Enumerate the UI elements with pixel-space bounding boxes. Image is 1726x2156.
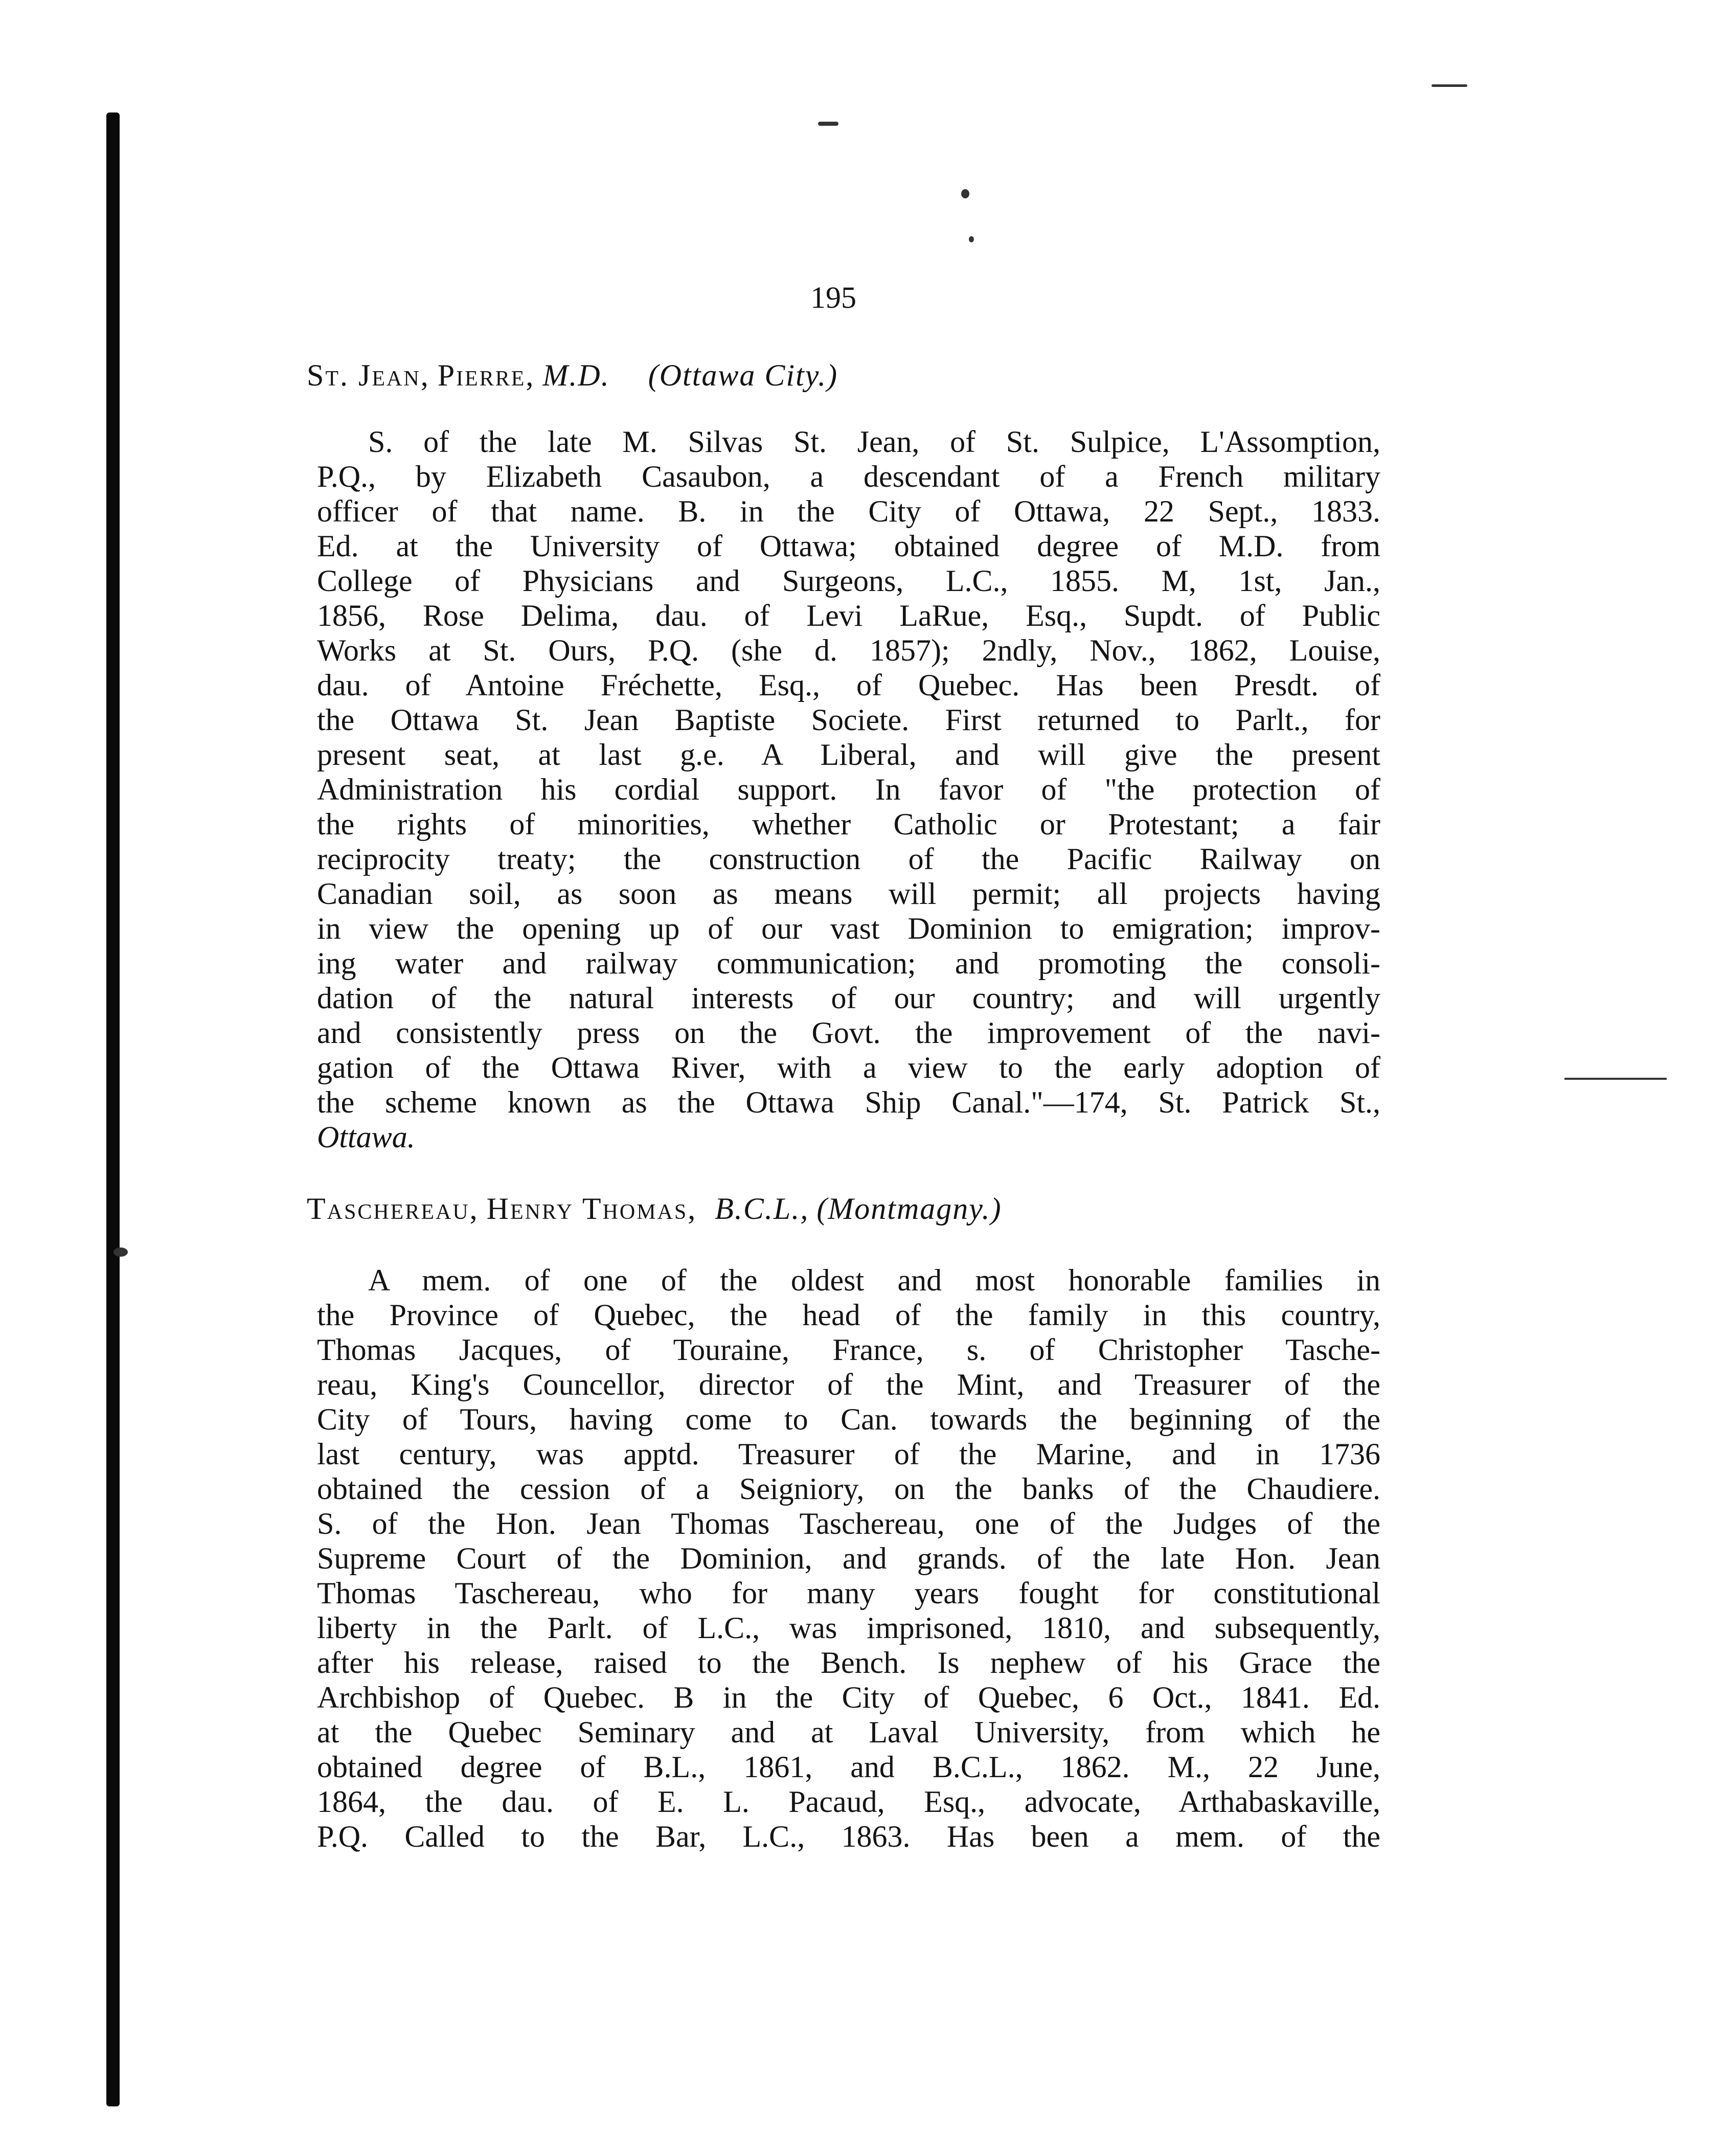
binding-edge-line: [106, 112, 120, 2106]
text-line: Canadian soil, as soon as means will permit; all projects having: [317, 877, 1380, 911]
ink-speck: [818, 122, 838, 126]
text-line: after his release, raised to the Bench. Is nephew of his Grace the: [317, 1646, 1380, 1680]
text-line: College of Physicians and Surgeons, L.C., 1855. M, 1st, Jan.,: [317, 564, 1380, 598]
text-line: obtained degree of B.L., 1861, and B.C.L., 1862. M., 22 June,: [317, 1750, 1380, 1784]
text-line: A mem. of one of the oldest and most honorable families in: [368, 1263, 1380, 1297]
text-line: the Ottawa St. Jean Baptiste Societe. First returned to Parlt., for: [317, 703, 1380, 737]
text-line: obtained the cession of a Seigniory, on the banks of the Chaudiere.: [317, 1472, 1380, 1506]
page-number: 195: [810, 281, 856, 314]
entry-constituency: (Montmagny.): [816, 1192, 1002, 1225]
text-line: in view the opening up of our vast Dominion to emigration; improv-: [317, 912, 1380, 945]
ink-speck: [1432, 84, 1467, 87]
entry-body: [317, 1263, 1380, 1854]
text-line: Thomas Taschereau, who for many years fought for constitutional: [317, 1576, 1380, 1610]
entry-degree: B.C.L.,: [715, 1192, 809, 1225]
text-line: 1864, the dau. of E. L. Pacaud, Esq., advocate, Arthabaskaville,: [317, 1785, 1380, 1819]
text-line: Supreme Court of the Dominion, and grands. of the late Hon. Jean: [317, 1541, 1380, 1575]
text-line: Thomas Jacques, of Touraine, France, s. of Christopher Tasche-: [317, 1333, 1380, 1367]
text-line: Administration his cordial support. In favor of "the protection of: [317, 773, 1380, 806]
text-line: S. of the Hon. Jean Thomas Taschereau, one of the Judges of the: [317, 1507, 1380, 1540]
entry-heading: [307, 1191, 1462, 1227]
ink-speck: [1564, 1078, 1667, 1080]
text-line: Ottawa.: [317, 1120, 415, 1154]
text-line: City of Tours, having come to Can. towards the beginning of the: [317, 1402, 1380, 1436]
entry-surname: Taschereau,: [307, 1192, 479, 1225]
text-line: at the Quebec Seminary and at Laval University, from which he: [317, 1715, 1380, 1749]
text-line: S. of the late M. Silvas St. Jean, of St. Sulpice, L'Assomption,: [368, 425, 1380, 459]
text-line: Ed. at the University of Ottawa; obtained degree of M.D. from: [317, 529, 1380, 563]
text-line: P.Q., by Elizabeth Casaubon, a descendant of a French military: [317, 460, 1380, 493]
text-line: 1856, Rose Delima, dau. of Levi LaRue, Esq., Supdt. of Public: [317, 599, 1380, 632]
ink-speck: [961, 189, 969, 198]
entry-surname: St. Jean,: [307, 358, 430, 392]
text-line: reciprocity treaty; the construction of the Pacific Railway on: [317, 842, 1380, 876]
text-line: dation of the natural interests of our country; and will urgently: [317, 981, 1380, 1015]
text-line: last century, was apptd. Treasurer of the Marine, and in 1736: [317, 1437, 1380, 1471]
text-line: P.Q. Called to the Bar, L.C., 1863. Has been a mem. of the: [317, 1820, 1380, 1853]
text-line: gation of the Ottawa River, with a view to the early adoption of: [317, 1051, 1380, 1084]
text-line: Works at St. Ours, P.Q. (she d. 1857); 2ndly, Nov., 1862, Louise,: [317, 633, 1380, 667]
entry-body: [317, 424, 1380, 1154]
entry-given-name: Pierre,: [437, 358, 535, 392]
entry-constituency: (Ottawa City.): [648, 358, 838, 392]
ink-speck: [969, 236, 974, 242]
text-line: liberty in the Parlt. of L.C., was imprisoned, 1810, and subsequently,: [317, 1611, 1380, 1645]
entry-heading: [307, 358, 1462, 393]
text-line: ing water and railway communication; and promoting the consoli-: [317, 946, 1380, 980]
text-line: Archbishop of Quebec. B in the City of Quebec, 6 Oct., 1841. Ed.: [317, 1681, 1380, 1714]
text-line: dau. of Antoine Fréchette, Esq., of Quebec. Has been Presdt. of: [317, 668, 1380, 702]
text-line: and consistently press on the Govt. the improvement of the navi-: [317, 1016, 1380, 1050]
text-line: reau, King's Councellor, director of the Mint, and Treasurer of the: [317, 1368, 1380, 1401]
text-line: present seat, at last g.e. A Liberal, and will give the present: [317, 738, 1380, 771]
text-line: the scheme known as the Ottawa Ship Canal."—174, St. Patrick St.,: [317, 1085, 1380, 1119]
entry-given-name: Henry Thomas,: [486, 1192, 697, 1225]
text-line: officer of that name. B. in the City of Ottawa, 22 Sept., 1833.: [317, 494, 1380, 528]
text-line: the rights of minorities, whether Catholic or Protestant; a fair: [317, 807, 1380, 841]
ink-speck: [113, 1247, 128, 1257]
text-line: the Province of Quebec, the head of the family in this country,: [317, 1298, 1380, 1332]
entry-degree: M.D.: [542, 358, 610, 392]
